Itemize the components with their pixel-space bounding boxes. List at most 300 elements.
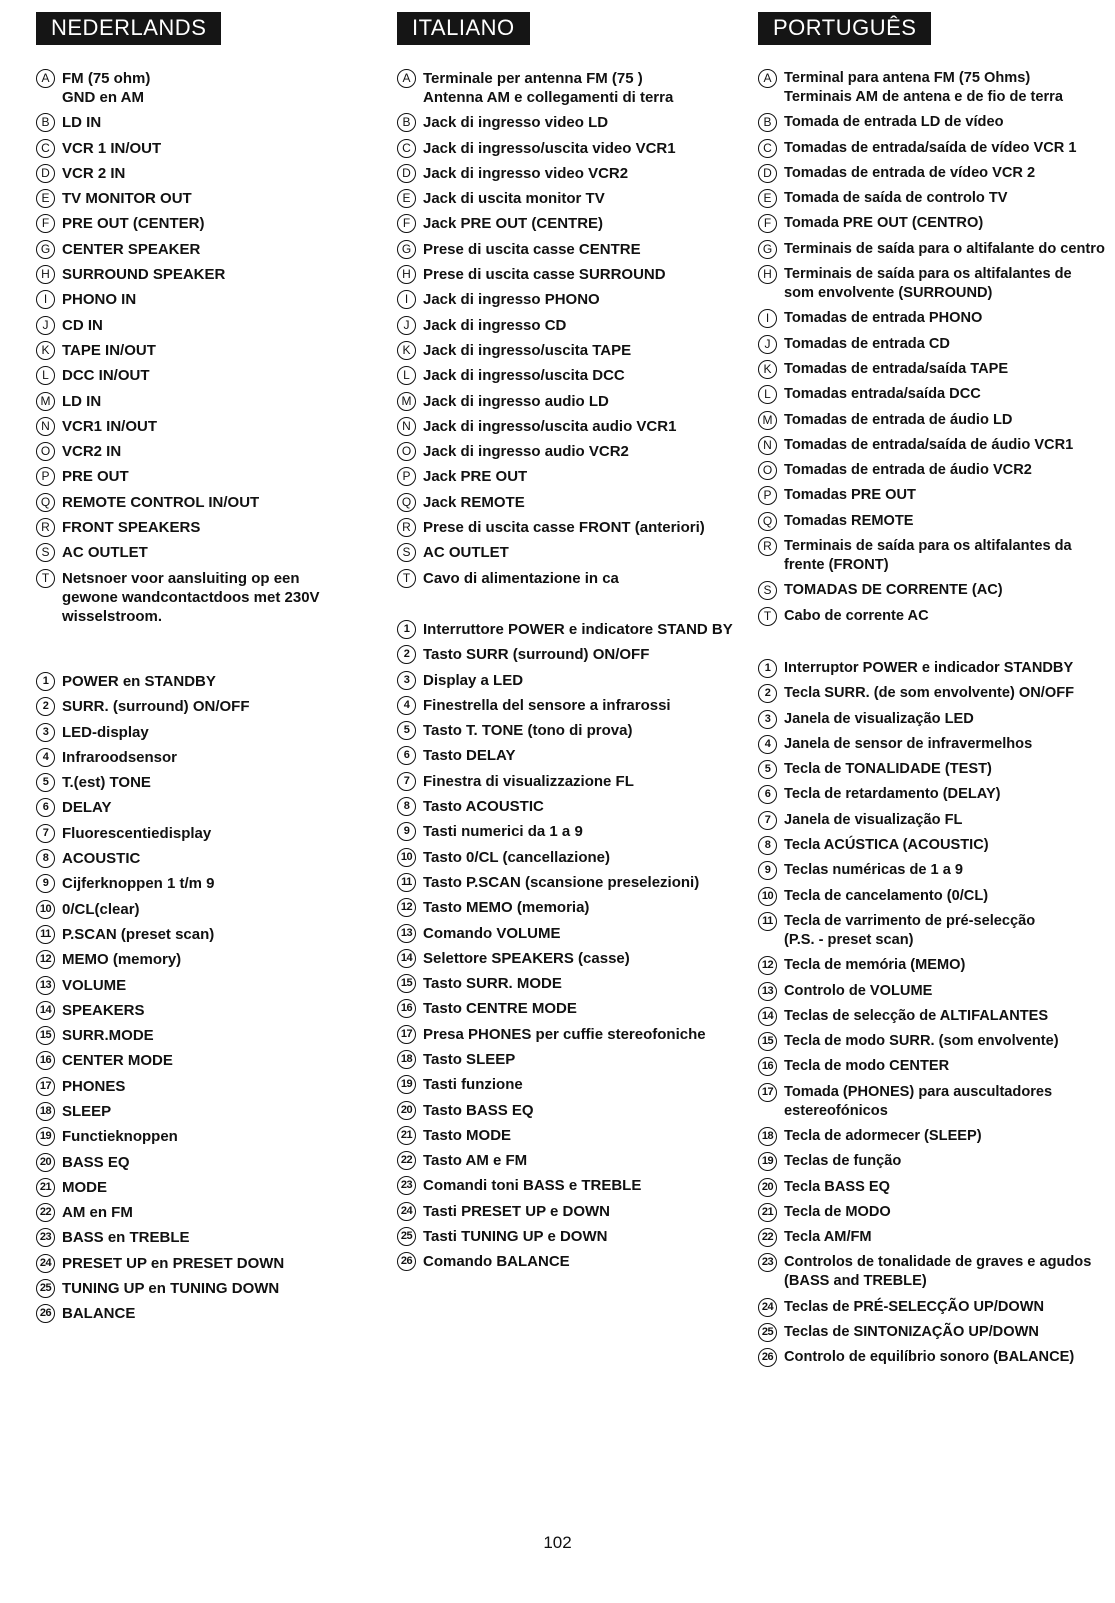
item-marker: 24: [758, 1298, 777, 1317]
item-marker: 13: [36, 976, 55, 995]
item-marker: Q: [758, 512, 777, 531]
list-item: [758, 537, 1113, 575]
item-marker: F: [758, 214, 777, 233]
item-text: 0/CL(clear): [62, 900, 140, 918]
list-item: [36, 1001, 376, 1020]
list-item: [758, 69, 1113, 107]
list-item: [36, 1026, 376, 1045]
item-text: FRONT SPEAKERS: [62, 519, 201, 537]
item-marker: 1: [36, 672, 55, 691]
list-item: [397, 518, 747, 537]
list-item: [758, 360, 1113, 379]
item-marker: 5: [758, 760, 777, 779]
item-text: Tomada de saída de controlo TV: [784, 190, 1008, 207]
item-text: Tecla de cancelamento (0/CL): [784, 887, 989, 904]
item-text: Terminais de saída para os altifalantes da frente (FRONT): [784, 538, 1072, 574]
item-text: TV MONITOR OUT: [62, 190, 192, 208]
item-text: Presa PHONES per cuffie stereofoniche: [423, 1025, 706, 1043]
list-item: [36, 240, 376, 259]
item-marker: I: [758, 309, 777, 328]
item-text: Jack PRE OUT: [423, 468, 528, 486]
item-marker: A: [397, 69, 416, 88]
column-nederlands: [36, 12, 376, 1330]
item-text: Tomadas de entrada/saída TAPE: [784, 360, 1009, 377]
item-text: Cabo de corrente AC: [784, 607, 929, 624]
item-marker: 7: [397, 772, 416, 791]
item-marker: 2: [397, 645, 416, 664]
item-marker: 6: [397, 746, 416, 765]
item-marker: 3: [397, 671, 416, 690]
list-item: [36, 900, 376, 919]
list-item: [758, 214, 1113, 233]
list-item: [397, 848, 747, 867]
item-text: Tomadas de entrada/saída de vídeo VCR 1: [784, 139, 1077, 156]
item-text: TAPE IN/OUT: [62, 341, 156, 359]
list-item: [758, 1083, 1113, 1121]
item-marker: L: [758, 385, 777, 404]
item-text: Tecla BASS EQ: [784, 1178, 890, 1195]
item-text: TOMADAS DE CORRENTE (AC): [784, 582, 1003, 599]
item-marker: 3: [36, 723, 55, 742]
item-text: Teclas numéricas de 1 a 9: [784, 862, 964, 879]
item-text: Prese di uscita casse CENTRE: [423, 240, 641, 258]
item-text: Tomadas de entrada de áudio VCR2: [784, 462, 1032, 479]
item-text: P.SCAN (preset scan): [62, 925, 215, 943]
item-marker: A: [758, 69, 777, 88]
list-item: [758, 335, 1113, 354]
list-item: [397, 316, 747, 335]
item-text: Tasti numerici da 1 a 9: [423, 823, 583, 841]
item-marker: O: [397, 442, 416, 461]
list-item: [36, 925, 376, 944]
item-marker: L: [397, 366, 416, 385]
item-text: Controlos de tonalidade de graves e agudos (BASS and TREBLE): [784, 1254, 1092, 1290]
item-text: Janela de visualização FL: [784, 811, 963, 828]
item-marker: T: [758, 607, 777, 626]
item-marker: 14: [36, 1001, 55, 1020]
list-item: [758, 785, 1113, 804]
list-item: [36, 265, 376, 284]
item-text: Tecla ACÚSTICA (ACOUSTIC): [784, 837, 989, 854]
list-item: [758, 861, 1113, 880]
item-text: Comando BALANCE: [423, 1253, 570, 1271]
list-item: [397, 924, 747, 943]
list-item: [758, 265, 1113, 303]
list-item: [758, 1127, 1113, 1146]
list-item: [36, 69, 376, 107]
item-text: BASS en TREBLE: [62, 1229, 190, 1247]
list-item: [36, 1228, 376, 1247]
item-marker: R: [397, 518, 416, 537]
item-text: Interruptor POWER e indicador STANDBY: [784, 659, 1074, 676]
list-item: [36, 1077, 376, 1096]
list-item: [397, 671, 747, 690]
item-marker: 16: [397, 999, 416, 1018]
item-text: PRE OUT: [62, 468, 129, 486]
item-marker: I: [397, 290, 416, 309]
list-item: [397, 442, 747, 461]
item-marker: C: [397, 139, 416, 158]
list-item: [397, 873, 747, 892]
item-text: Prese di uscita casse SURROUND: [423, 266, 666, 284]
item-text: AM en FM: [62, 1204, 133, 1222]
item-text: Display a LED: [423, 671, 524, 689]
item-text: Tasto T. TONE (tono di prova): [423, 722, 633, 740]
list-item: [36, 442, 376, 461]
item-marker: 23: [36, 1228, 55, 1247]
item-marker: 11: [758, 912, 777, 931]
item-marker: T: [397, 569, 416, 588]
list-item: [36, 392, 376, 411]
item-text: Tasto MODE: [423, 1126, 512, 1144]
item-text: Cijferknoppen 1 t/m 9: [62, 875, 215, 893]
item-marker: 7: [758, 811, 777, 830]
item-text: CD IN: [62, 316, 103, 334]
item-text: Tecla de TONALIDADE (TEST): [784, 761, 992, 778]
item-marker: O: [758, 461, 777, 480]
item-text: Finestrella del sensore a infrarossi: [423, 696, 671, 714]
item-marker: E: [397, 189, 416, 208]
item-text: Infraroodsensor: [62, 748, 178, 766]
front-panel-list: [758, 659, 1113, 1367]
item-text: Prese di uscita casse FRONT (anteriori): [423, 519, 705, 537]
list-item: [397, 164, 747, 183]
list-item: [397, 721, 747, 740]
item-text: Tomadas de entrada/saída de áudio VCR1: [784, 436, 1074, 453]
item-text: Interruttore POWER e indicatore STAND BY: [423, 620, 733, 638]
item-marker: 22: [36, 1203, 55, 1222]
item-text: TUNING UP en TUNING DOWN: [62, 1280, 280, 1298]
list-item: [36, 543, 376, 562]
item-text: Tasto SLEEP: [423, 1050, 516, 1068]
list-item: [36, 1304, 376, 1323]
list-item: [397, 139, 747, 158]
list-item: [397, 214, 747, 233]
item-text: Teclas de SINTONIZAÇÃO UP/DOWN: [784, 1324, 1039, 1341]
item-marker: 16: [758, 1057, 777, 1076]
item-marker: 26: [758, 1348, 777, 1367]
item-text: Comandi toni BASS e TREBLE: [423, 1177, 642, 1195]
item-marker: 17: [36, 1077, 55, 1096]
list-item: [397, 1176, 747, 1195]
item-text: Selettore SPEAKERS (casse): [423, 949, 630, 967]
list-item: [758, 684, 1113, 703]
list-item: [397, 1227, 747, 1246]
list-item: [36, 1051, 376, 1070]
item-marker: 17: [758, 1083, 777, 1102]
item-marker: 24: [36, 1254, 55, 1273]
item-marker: J: [397, 316, 416, 335]
item-marker: E: [36, 189, 55, 208]
list-item: [758, 956, 1113, 975]
item-text: Tecla de retardamento (DELAY): [784, 786, 1001, 803]
item-marker: 9: [758, 861, 777, 880]
item-marker: 12: [36, 950, 55, 969]
item-text: POWER en STANDBY: [62, 672, 216, 690]
list-item: [36, 214, 376, 233]
item-marker: 23: [758, 1253, 777, 1272]
item-marker: 19: [758, 1152, 777, 1171]
item-marker: R: [758, 537, 777, 556]
item-text: Tecla de modo SURR. (som envolvente): [784, 1033, 1059, 1050]
item-marker: L: [36, 366, 55, 385]
item-text: Janela de sensor de infravermelhos: [784, 735, 1033, 752]
item-text: PHONO IN: [62, 291, 137, 309]
item-marker: 26: [36, 1304, 55, 1323]
item-text: Jack di ingresso/uscita video VCR1: [423, 139, 676, 157]
item-marker: 17: [397, 1025, 416, 1044]
item-text: Tasto SURR. MODE: [423, 975, 562, 993]
item-text: Tasto P.SCAN (scansione preselezioni): [423, 873, 700, 891]
item-marker: S: [36, 543, 55, 562]
list-item: [758, 436, 1113, 455]
list-item: [397, 746, 747, 765]
list-item: [758, 1032, 1113, 1051]
list-item: [758, 309, 1113, 328]
item-marker: 11: [36, 925, 55, 944]
item-marker: J: [758, 335, 777, 354]
item-text: Teclas de função: [784, 1153, 902, 1170]
language-header: NEDERLANDS: [36, 12, 221, 45]
item-text: Jack di ingresso/uscita TAPE: [423, 341, 632, 359]
list-item: [758, 912, 1113, 950]
list-item: [758, 710, 1113, 729]
list-item: [36, 189, 376, 208]
item-text: Fluorescentiedisplay: [62, 824, 212, 842]
list-item: [397, 620, 747, 639]
list-item: [397, 949, 747, 968]
item-text: CENTER MODE: [62, 1052, 173, 1070]
rear-panel-list: [36, 69, 376, 626]
list-item: [36, 723, 376, 742]
list-item: [397, 69, 747, 107]
item-text: Jack di ingresso video LD: [423, 114, 609, 132]
item-marker: D: [758, 164, 777, 183]
item-marker: D: [36, 164, 55, 183]
item-text: DELAY: [62, 799, 112, 817]
item-marker: 9: [36, 874, 55, 893]
item-marker: P: [397, 467, 416, 486]
list-item: [397, 1151, 747, 1170]
item-text: Tasto CENTRE MODE: [423, 1000, 577, 1018]
list-item: [397, 1050, 747, 1069]
list-item: [36, 569, 376, 626]
item-text: Tasto AM e FM: [423, 1152, 528, 1170]
item-marker: 20: [397, 1101, 416, 1120]
item-marker: 2: [36, 697, 55, 716]
item-marker: G: [397, 240, 416, 259]
item-text: VCR 1 IN/OUT: [62, 139, 162, 157]
item-marker: F: [397, 214, 416, 233]
list-item: [758, 1253, 1113, 1291]
list-item: [758, 1057, 1113, 1076]
list-item: [397, 797, 747, 816]
list-item: [397, 999, 747, 1018]
item-marker: C: [758, 139, 777, 158]
list-item: [758, 1178, 1113, 1197]
language-header: ITALIANO: [397, 12, 530, 45]
item-text: Tomada (PHONES) para auscultadores estereofónicos: [784, 1083, 1053, 1119]
item-marker: 4: [36, 748, 55, 767]
item-marker: M: [36, 392, 55, 411]
page-number: 102: [543, 1533, 572, 1552]
list-item: [36, 950, 376, 969]
list-item: [397, 366, 747, 385]
item-text: Tecla SURR. (de som envolvente) ON/OFF: [784, 685, 1075, 702]
list-item: [397, 1126, 747, 1145]
item-marker: 14: [397, 949, 416, 968]
item-marker: 25: [758, 1323, 777, 1342]
item-text: Tecla AM/FM: [784, 1229, 872, 1246]
item-text: Terminais de saída para os altifalantes de som envolvente (SURROUND): [784, 266, 1072, 302]
item-text: AC OUTLET: [62, 544, 148, 562]
item-marker: J: [36, 316, 55, 335]
list-item: [758, 139, 1113, 158]
item-marker: C: [36, 139, 55, 158]
item-marker: N: [36, 417, 55, 436]
list-item: [36, 1127, 376, 1146]
item-text: AC OUTLET: [423, 544, 509, 562]
item-text: Tasto ACOUSTIC: [423, 798, 544, 816]
item-text: Comando VOLUME: [423, 924, 561, 942]
item-marker: 19: [397, 1075, 416, 1094]
list-item: [758, 1152, 1113, 1171]
item-marker: 14: [758, 1007, 777, 1026]
item-marker: M: [397, 392, 416, 411]
item-text: Netsnoer voor aansluiting op een gewone wandcontactdoos met 230V wisselstroom.: [62, 569, 320, 625]
item-text: Tomada PRE OUT (CENTRO): [784, 215, 984, 232]
item-marker: 20: [36, 1153, 55, 1172]
item-marker: Q: [397, 493, 416, 512]
item-text: Tomada de entrada LD de vídeo: [784, 114, 1004, 131]
language-header: PORTUGUÊS: [758, 12, 931, 45]
list-item: [758, 461, 1113, 480]
item-text: Tecla de memória (MEMO): [784, 957, 966, 974]
item-text: Jack REMOTE: [423, 493, 525, 511]
column-italiano: [397, 12, 747, 1278]
item-text: Controlo de VOLUME: [784, 982, 933, 999]
item-marker: P: [758, 486, 777, 505]
list-item: [36, 139, 376, 158]
item-text: Jack di ingresso/uscita audio VCR1: [423, 417, 677, 435]
item-text: Controlo de equilíbrio sonoro (BALANCE): [784, 1349, 1075, 1366]
item-text: LED-display: [62, 723, 149, 741]
item-marker: G: [758, 240, 777, 259]
list-item: [397, 974, 747, 993]
list-item: [758, 1228, 1113, 1247]
item-marker: E: [758, 189, 777, 208]
list-item: [36, 697, 376, 716]
item-marker: 11: [397, 873, 416, 892]
item-text: Tasto MEMO (memoria): [423, 899, 590, 917]
item-marker: 21: [36, 1178, 55, 1197]
list-item: [36, 493, 376, 512]
item-text: Janela de visualização LED: [784, 710, 974, 727]
item-text: Tomadas REMOTE: [784, 512, 914, 529]
list-item: [758, 1007, 1113, 1026]
item-text: DCC IN/OUT: [62, 367, 150, 385]
item-marker: 6: [758, 785, 777, 804]
item-marker: D: [397, 164, 416, 183]
item-text: SLEEP: [62, 1102, 112, 1120]
item-marker: A: [36, 69, 55, 88]
list-item: [397, 417, 747, 436]
list-item: [36, 1254, 376, 1273]
item-text: Tasti funzione: [423, 1076, 523, 1094]
list-item: [758, 760, 1113, 779]
item-marker: S: [758, 581, 777, 600]
item-text: Jack PRE OUT (CENTRE): [423, 215, 604, 233]
list-item: [397, 543, 747, 562]
item-marker: 15: [36, 1026, 55, 1045]
item-text: BASS EQ: [62, 1153, 130, 1171]
list-item: [758, 1203, 1113, 1222]
item-text: MODE: [62, 1178, 107, 1196]
list-item: [36, 849, 376, 868]
column-portugues: [758, 12, 1113, 1374]
item-marker: 1: [397, 620, 416, 639]
item-marker: Q: [36, 493, 55, 512]
item-text: Tecla de varrimento de pré-selecção (P.S. - preset scan): [784, 912, 1036, 948]
list-item: [758, 411, 1113, 430]
item-marker: 8: [758, 836, 777, 855]
list-item: [36, 798, 376, 817]
list-item: [397, 240, 747, 259]
item-marker: B: [36, 113, 55, 132]
item-marker: B: [397, 113, 416, 132]
list-item: [758, 1323, 1113, 1342]
item-marker: H: [36, 265, 55, 284]
list-item: [397, 113, 747, 132]
item-text: LD IN: [62, 114, 102, 132]
item-marker: F: [36, 214, 55, 233]
list-item: [397, 392, 747, 411]
list-item: [36, 824, 376, 843]
item-marker: 21: [758, 1203, 777, 1222]
item-text: Finestra di visualizzazione FL: [423, 772, 634, 790]
item-text: Tomadas de entrada CD: [784, 335, 950, 352]
item-marker: 15: [397, 974, 416, 993]
item-marker: B: [758, 113, 777, 132]
item-marker: 6: [36, 798, 55, 817]
item-text: Tasto 0/CL (cancellazione): [423, 848, 610, 866]
item-marker: 8: [36, 849, 55, 868]
item-marker: 26: [397, 1252, 416, 1271]
item-text: Functieknoppen: [62, 1128, 178, 1146]
rear-panel-list: [758, 69, 1113, 626]
item-marker: H: [397, 265, 416, 284]
list-item: [397, 696, 747, 715]
item-text: LD IN: [62, 392, 102, 410]
list-item: [36, 976, 376, 995]
list-item: [397, 493, 747, 512]
list-item: [36, 773, 376, 792]
list-item: [36, 1203, 376, 1222]
item-text: Teclas de PRÉ-SELECÇÃO UP/DOWN: [784, 1298, 1045, 1315]
item-marker: 8: [397, 797, 416, 816]
item-marker: 10: [36, 900, 55, 919]
item-text: Jack di ingresso audio LD: [423, 392, 609, 410]
list-item: [397, 1202, 747, 1221]
item-text: FM (75 ohm) GND en AM: [62, 70, 151, 106]
list-item: [758, 512, 1113, 531]
item-marker: K: [758, 360, 777, 379]
list-item: [758, 240, 1113, 259]
item-text: Terminal para antena FM (75 Ohms) Terminais AM de antena e de fio de terra: [784, 70, 1063, 105]
list-item: [397, 898, 747, 917]
item-marker: 18: [758, 1127, 777, 1146]
item-text: Jack di ingresso video VCR2: [423, 164, 629, 182]
